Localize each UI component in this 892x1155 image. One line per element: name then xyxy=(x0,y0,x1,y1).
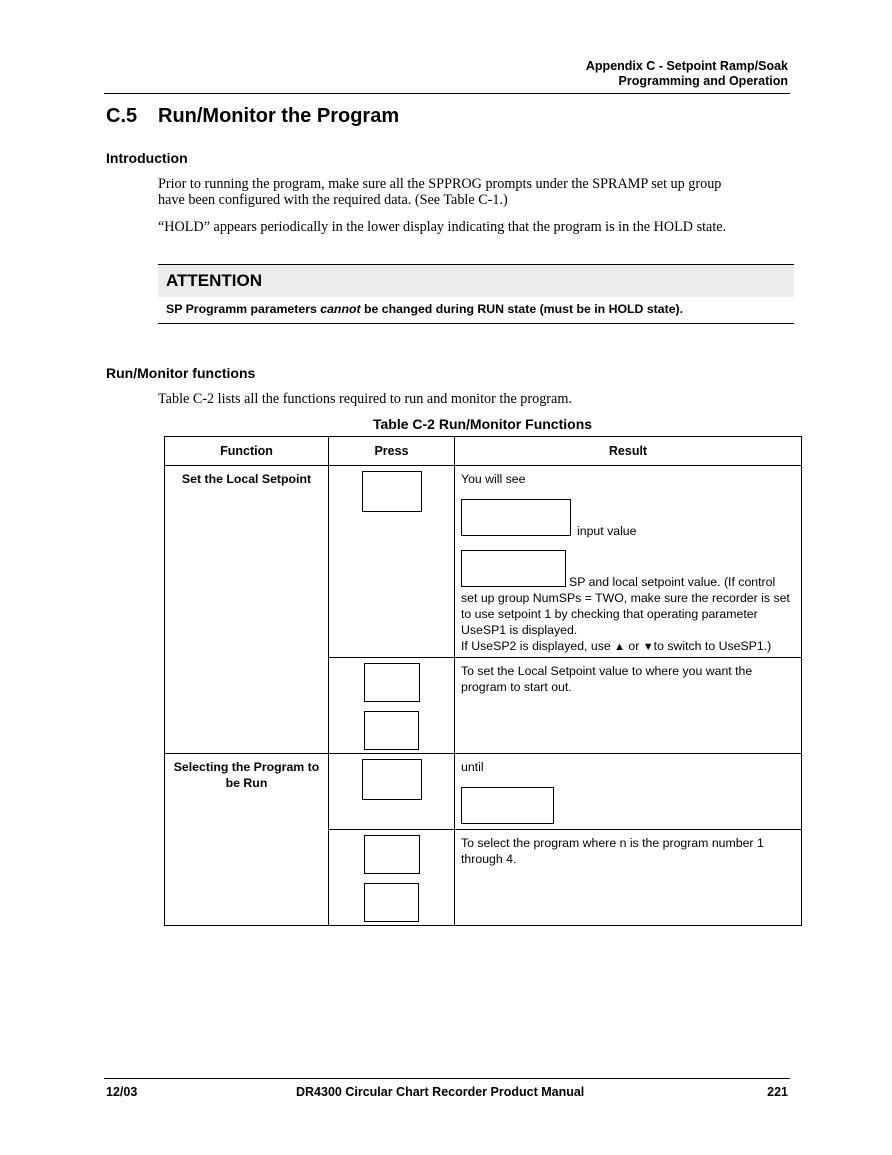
introduction-paragraph-1: Prior to running the program, make sure all the SPPROG prompts under the SPRAMP set up group have been configured with the required data. (See Table C-1.) xyxy=(158,176,722,208)
result-until: until xyxy=(461,760,484,774)
key-image-box xyxy=(364,663,420,702)
footer-page-number: 221 xyxy=(767,1085,788,1099)
attention-text xyxy=(166,302,683,316)
key-image-box xyxy=(362,759,422,800)
header-line-2: Programming and Operation xyxy=(618,74,788,88)
result-intro: You will see xyxy=(461,472,526,486)
function-label-selecting-program: Selecting the Program to be Run xyxy=(173,760,320,790)
column-header-function: Function xyxy=(165,437,329,466)
attention-text-start: SP Programm parameters xyxy=(166,302,321,316)
header-rule xyxy=(104,93,790,94)
section-title-text: Run/Monitor the Program xyxy=(158,105,400,127)
result-arrow-line-or: or xyxy=(625,639,643,653)
run-monitor-table xyxy=(164,436,802,926)
section-number: C.5 xyxy=(106,105,138,127)
display-image-box xyxy=(461,787,554,824)
column-header-result: Result xyxy=(455,437,802,466)
footer-rule xyxy=(104,1078,790,1079)
section-title xyxy=(106,105,399,128)
result-cell xyxy=(455,830,802,926)
run-monitor-heading: Run/Monitor functions xyxy=(106,365,256,381)
table-header-row xyxy=(165,437,802,466)
attention-text-emphasis: cannot xyxy=(320,302,361,316)
table-row xyxy=(165,466,802,658)
run-monitor-paragraph: Table C-2 lists all the functions required to run and monitor the program. xyxy=(158,391,572,407)
result-select-program-text: To select the program where n is the program number 1 through 4. xyxy=(461,836,764,866)
introduction-heading: Introduction xyxy=(106,150,188,166)
press-cell xyxy=(329,754,455,830)
display-image-box xyxy=(461,499,571,536)
result-arrow-line-start: If UseSP2 is displayed, use xyxy=(461,639,615,653)
press-cell xyxy=(329,830,455,926)
table-caption: Table C-2 Run/Monitor Functions xyxy=(372,416,593,432)
attention-box xyxy=(158,264,794,324)
result-arrow-line xyxy=(461,638,771,655)
attention-text-end: be changed during RUN state (must be in HOLD state). xyxy=(360,302,684,316)
function-cell-selecting-program xyxy=(165,754,329,926)
function-cell-set-local-setpoint: Set the Local Setpoint xyxy=(165,466,329,754)
result-cell xyxy=(455,658,802,754)
column-header-press: Press xyxy=(329,437,455,466)
table-row xyxy=(165,754,802,830)
introduction-paragraph-2: “HOLD” appears periodically in the lower display indicating that the program is in the HOLD state. xyxy=(158,219,727,235)
attention-title: ATTENTION xyxy=(166,271,263,290)
running-header xyxy=(586,59,788,89)
result-cell xyxy=(455,466,802,658)
down-arrow-icon: ▼ xyxy=(642,641,654,653)
up-arrow-icon: ▲ xyxy=(614,641,625,653)
result-setpoint-text xyxy=(461,574,795,655)
result-cell xyxy=(455,754,802,830)
header-line-1: Appendix C - Setpoint Ramp/Soak xyxy=(585,59,788,73)
key-image-box xyxy=(364,835,420,874)
press-cell xyxy=(329,466,455,658)
press-cell xyxy=(329,658,455,754)
result-start-text: To set the Local Setpoint value to where you want the program to start out. xyxy=(461,664,753,694)
key-image-box xyxy=(362,471,422,512)
footer-manual-title: DR4300 Circular Chart Recorder Product Manual xyxy=(296,1085,585,1099)
result-setpoint-description: SP and local setpoint value. (If control set up group NumSPs = TWO, make sure the recorder is set to use setpoint 1 by checking that operating parameter UseSP1 is displayed. xyxy=(461,575,790,637)
key-image-box xyxy=(364,883,419,922)
footer-date: 12/03 xyxy=(106,1085,138,1099)
result-arrow-line-end: to switch to UseSP1.) xyxy=(653,639,772,653)
result-input-value: input value xyxy=(577,524,637,538)
key-image-box xyxy=(364,711,419,750)
